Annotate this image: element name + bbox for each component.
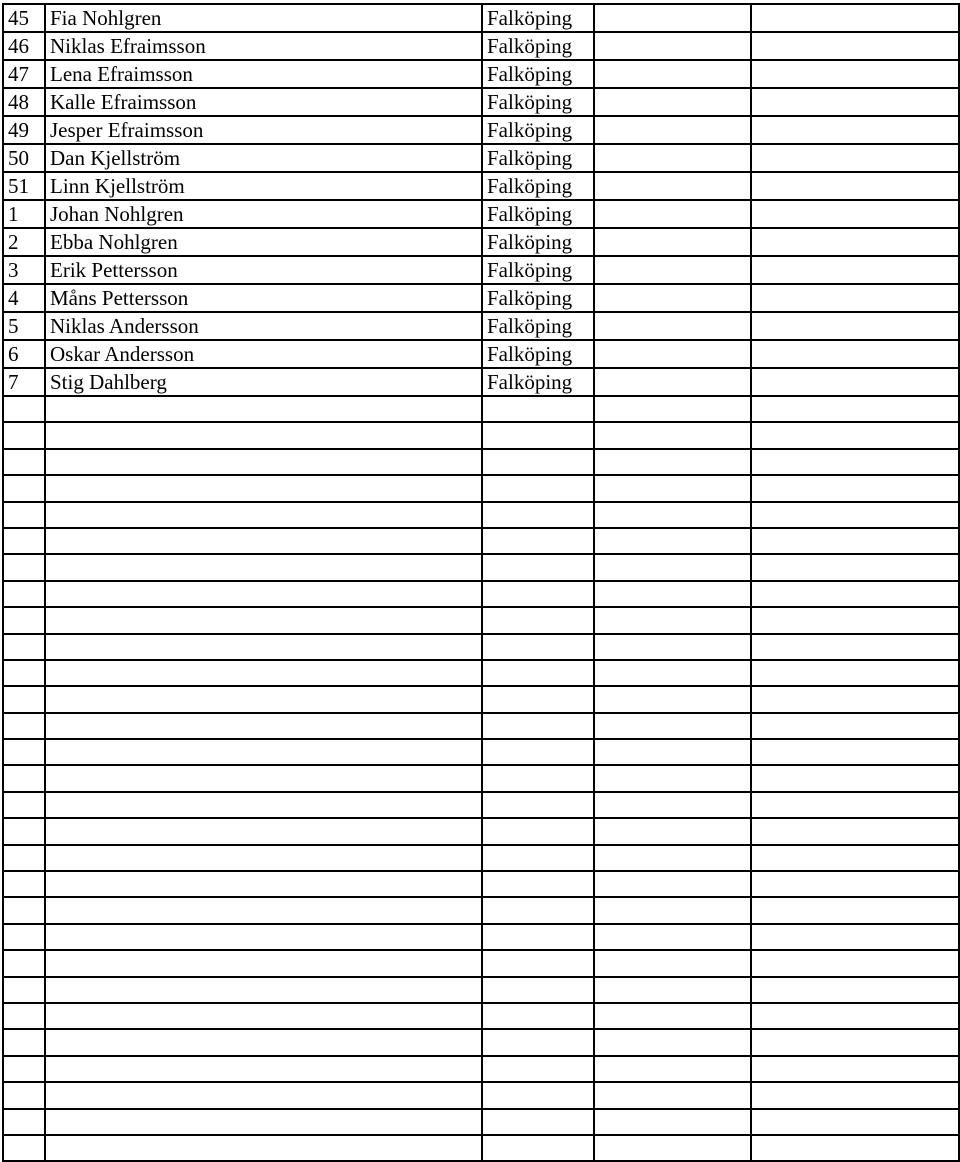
extra-cell-1 xyxy=(594,924,751,950)
extra-cell-1 xyxy=(594,660,751,686)
name-cell xyxy=(45,475,482,501)
club-cell xyxy=(482,897,594,923)
number-cell: 7 xyxy=(3,368,45,396)
number-cell xyxy=(3,686,45,712)
extra-cell-1 xyxy=(594,634,751,660)
club-cell xyxy=(482,660,594,686)
extra-cell-1 xyxy=(594,200,751,228)
extra-cell-2 xyxy=(751,977,959,1003)
extra-cell-1 xyxy=(594,228,751,256)
number-cell: 48 xyxy=(3,88,45,116)
extra-cell-2 xyxy=(751,256,959,284)
extra-cell-2 xyxy=(751,713,959,739)
extra-cell-1 xyxy=(594,449,751,475)
extra-cell-2 xyxy=(751,422,959,448)
extra-cell-2 xyxy=(751,581,959,607)
number-cell xyxy=(3,581,45,607)
extra-cell-2 xyxy=(751,1029,959,1055)
extra-cell-1 xyxy=(594,116,751,144)
table-row xyxy=(3,228,959,256)
table-row xyxy=(3,924,959,950)
extra-cell-1 xyxy=(594,713,751,739)
name-cell xyxy=(45,713,482,739)
extra-cell-1 xyxy=(594,144,751,172)
extra-cell-2 xyxy=(751,818,959,844)
name-cell xyxy=(45,449,482,475)
extra-cell-1 xyxy=(594,581,751,607)
number-cell xyxy=(3,1029,45,1055)
table-row xyxy=(3,144,959,172)
name-cell xyxy=(45,977,482,1003)
number-cell xyxy=(3,977,45,1003)
extra-cell-2 xyxy=(751,88,959,116)
table-row xyxy=(3,88,959,116)
name-cell xyxy=(45,818,482,844)
club-cell xyxy=(482,1029,594,1055)
number-cell xyxy=(3,818,45,844)
number-cell xyxy=(3,924,45,950)
number-cell xyxy=(3,449,45,475)
table-row xyxy=(3,172,959,200)
name-cell xyxy=(45,845,482,871)
club-cell xyxy=(482,1003,594,1029)
name-cell: Niklas Andersson xyxy=(45,312,482,340)
name-cell xyxy=(45,739,482,765)
extra-cell-1 xyxy=(594,368,751,396)
table-row xyxy=(3,1003,959,1029)
club-cell xyxy=(482,581,594,607)
club-cell: Falköping xyxy=(482,32,594,60)
number-cell xyxy=(3,528,45,554)
table-row xyxy=(3,660,959,686)
club-cell xyxy=(482,686,594,712)
club-cell xyxy=(482,502,594,528)
extra-cell-1 xyxy=(594,765,751,791)
name-cell xyxy=(45,502,482,528)
number-cell xyxy=(3,1082,45,1108)
name-cell xyxy=(45,1082,482,1108)
club-cell: Falköping xyxy=(482,368,594,396)
extra-cell-1 xyxy=(594,845,751,871)
number-cell: 4 xyxy=(3,284,45,312)
club-cell xyxy=(482,871,594,897)
name-cell xyxy=(45,660,482,686)
name-cell xyxy=(45,1135,482,1161)
number-cell: 51 xyxy=(3,172,45,200)
name-cell xyxy=(45,1056,482,1082)
club-cell xyxy=(482,924,594,950)
name-cell xyxy=(45,897,482,923)
club-cell xyxy=(482,818,594,844)
extra-cell-1 xyxy=(594,422,751,448)
extra-cell-2 xyxy=(751,1056,959,1082)
extra-cell-1 xyxy=(594,1003,751,1029)
extra-cell-1 xyxy=(594,32,751,60)
extra-cell-2 xyxy=(751,368,959,396)
name-cell xyxy=(45,765,482,791)
extra-cell-2 xyxy=(751,200,959,228)
table-row xyxy=(3,1082,959,1108)
number-cell xyxy=(3,950,45,976)
number-cell xyxy=(3,792,45,818)
extra-cell-2 xyxy=(751,228,959,256)
number-cell: 3 xyxy=(3,256,45,284)
number-cell xyxy=(3,634,45,660)
number-cell: 49 xyxy=(3,116,45,144)
extra-cell-1 xyxy=(594,502,751,528)
club-cell xyxy=(482,713,594,739)
name-cell xyxy=(45,422,482,448)
number-cell xyxy=(3,1135,45,1161)
table-row xyxy=(3,581,959,607)
club-cell: Falköping xyxy=(482,144,594,172)
extra-cell-1 xyxy=(594,977,751,1003)
extra-cell-1 xyxy=(594,686,751,712)
club-cell xyxy=(482,845,594,871)
extra-cell-2 xyxy=(751,792,959,818)
club-cell xyxy=(482,475,594,501)
extra-cell-1 xyxy=(594,554,751,580)
club-cell: Falköping xyxy=(482,228,594,256)
club-cell xyxy=(482,396,594,422)
extra-cell-1 xyxy=(594,4,751,32)
extra-cell-2 xyxy=(751,144,959,172)
extra-cell-1 xyxy=(594,528,751,554)
table-row xyxy=(3,818,959,844)
extra-cell-1 xyxy=(594,739,751,765)
name-cell: Fia Nohlgren xyxy=(45,4,482,32)
name-cell xyxy=(45,634,482,660)
name-cell xyxy=(45,792,482,818)
number-cell: 47 xyxy=(3,60,45,88)
extra-cell-2 xyxy=(751,739,959,765)
club-cell: Falköping xyxy=(482,88,594,116)
extra-cell-1 xyxy=(594,60,751,88)
table-row xyxy=(3,284,959,312)
name-cell xyxy=(45,686,482,712)
name-cell xyxy=(45,1109,482,1135)
number-cell xyxy=(3,475,45,501)
number-cell: 6 xyxy=(3,340,45,368)
club-cell xyxy=(482,739,594,765)
extra-cell-2 xyxy=(751,686,959,712)
table-row xyxy=(3,502,959,528)
extra-cell-2 xyxy=(751,312,959,340)
extra-cell-2 xyxy=(751,950,959,976)
extra-cell-2 xyxy=(751,871,959,897)
number-cell xyxy=(3,897,45,923)
table-row xyxy=(3,634,959,660)
club-cell xyxy=(482,422,594,448)
extra-cell-2 xyxy=(751,660,959,686)
club-cell xyxy=(482,765,594,791)
extra-cell-2 xyxy=(751,897,959,923)
name-cell xyxy=(45,554,482,580)
name-cell xyxy=(45,924,482,950)
name-cell xyxy=(45,871,482,897)
name-cell: Lena Efraimsson xyxy=(45,60,482,88)
number-cell: 50 xyxy=(3,144,45,172)
extra-cell-2 xyxy=(751,1109,959,1135)
number-cell: 45 xyxy=(3,4,45,32)
extra-cell-1 xyxy=(594,792,751,818)
number-cell: 1 xyxy=(3,200,45,228)
club-cell: Falköping xyxy=(482,200,594,228)
table-row xyxy=(3,1109,959,1135)
table-row xyxy=(3,1135,959,1161)
number-cell xyxy=(3,607,45,633)
club-cell: Falköping xyxy=(482,340,594,368)
name-cell xyxy=(45,1003,482,1029)
table-row xyxy=(3,368,959,396)
number-cell xyxy=(3,1003,45,1029)
number-cell xyxy=(3,554,45,580)
table-row xyxy=(3,528,959,554)
club-cell: Falköping xyxy=(482,312,594,340)
name-cell xyxy=(45,528,482,554)
extra-cell-1 xyxy=(594,1056,751,1082)
club-cell xyxy=(482,792,594,818)
club-cell xyxy=(482,1082,594,1108)
table-row xyxy=(3,554,959,580)
name-cell: Niklas Efraimsson xyxy=(45,32,482,60)
name-cell: Oskar Andersson xyxy=(45,340,482,368)
club-cell: Falköping xyxy=(482,4,594,32)
club-cell xyxy=(482,607,594,633)
extra-cell-1 xyxy=(594,1109,751,1135)
name-cell: Kalle Efraimsson xyxy=(45,88,482,116)
table-row xyxy=(3,977,959,1003)
number-cell xyxy=(3,396,45,422)
extra-cell-2 xyxy=(751,502,959,528)
extra-cell-2 xyxy=(751,1003,959,1029)
table-row xyxy=(3,449,959,475)
name-cell xyxy=(45,581,482,607)
club-cell: Falköping xyxy=(482,172,594,200)
extra-cell-1 xyxy=(594,1135,751,1161)
name-cell: Jesper Efraimsson xyxy=(45,116,482,144)
name-cell xyxy=(45,396,482,422)
extra-cell-1 xyxy=(594,871,751,897)
extra-cell-1 xyxy=(594,897,751,923)
table-row xyxy=(3,765,959,791)
number-cell: 46 xyxy=(3,32,45,60)
name-cell: Erik Pettersson xyxy=(45,256,482,284)
extra-cell-1 xyxy=(594,88,751,116)
extra-cell-1 xyxy=(594,607,751,633)
name-cell xyxy=(45,950,482,976)
extra-cell-2 xyxy=(751,924,959,950)
table-row xyxy=(3,256,959,284)
table-row xyxy=(3,713,959,739)
extra-cell-2 xyxy=(751,475,959,501)
table-row xyxy=(3,845,959,871)
extra-cell-1 xyxy=(594,475,751,501)
name-cell: Linn Kjellström xyxy=(45,172,482,200)
extra-cell-1 xyxy=(594,1082,751,1108)
club-cell xyxy=(482,950,594,976)
extra-cell-1 xyxy=(594,1029,751,1055)
extra-cell-2 xyxy=(751,449,959,475)
extra-cell-2 xyxy=(751,32,959,60)
club-cell xyxy=(482,1135,594,1161)
extra-cell-2 xyxy=(751,1135,959,1161)
number-cell xyxy=(3,765,45,791)
number-cell xyxy=(3,845,45,871)
club-cell xyxy=(482,554,594,580)
table-row xyxy=(3,792,959,818)
name-cell xyxy=(45,1029,482,1055)
name-cell: Stig Dahlberg xyxy=(45,368,482,396)
roster-table xyxy=(2,3,960,1162)
name-cell: Ebba Nohlgren xyxy=(45,228,482,256)
table-row xyxy=(3,4,959,32)
table-row xyxy=(3,116,959,144)
table-row xyxy=(3,475,959,501)
club-cell: Falköping xyxy=(482,116,594,144)
extra-cell-2 xyxy=(751,340,959,368)
extra-cell-2 xyxy=(751,765,959,791)
table-row xyxy=(3,897,959,923)
name-cell: Johan Nohlgren xyxy=(45,200,482,228)
number-cell xyxy=(3,1056,45,1082)
table-row xyxy=(3,607,959,633)
table-row xyxy=(3,1029,959,1055)
roster-table-body xyxy=(3,4,959,1161)
table-row xyxy=(3,340,959,368)
extra-cell-2 xyxy=(751,4,959,32)
number-cell xyxy=(3,1109,45,1135)
table-row xyxy=(3,396,959,422)
extra-cell-2 xyxy=(751,1082,959,1108)
extra-cell-1 xyxy=(594,340,751,368)
extra-cell-2 xyxy=(751,634,959,660)
number-cell xyxy=(3,422,45,448)
number-cell: 2 xyxy=(3,228,45,256)
extra-cell-1 xyxy=(594,818,751,844)
table-row xyxy=(3,950,959,976)
club-cell: Falköping xyxy=(482,60,594,88)
name-cell: Dan Kjellström xyxy=(45,144,482,172)
name-cell: Måns Pettersson xyxy=(45,284,482,312)
number-cell xyxy=(3,660,45,686)
extra-cell-2 xyxy=(751,554,959,580)
table-row xyxy=(3,686,959,712)
extra-cell-2 xyxy=(751,60,959,88)
table-row xyxy=(3,1056,959,1082)
extra-cell-2 xyxy=(751,116,959,144)
table-row xyxy=(3,312,959,340)
number-cell xyxy=(3,502,45,528)
club-cell xyxy=(482,977,594,1003)
number-cell: 5 xyxy=(3,312,45,340)
number-cell xyxy=(3,871,45,897)
extra-cell-2 xyxy=(751,396,959,422)
extra-cell-2 xyxy=(751,172,959,200)
extra-cell-2 xyxy=(751,607,959,633)
name-cell xyxy=(45,607,482,633)
club-cell xyxy=(482,1056,594,1082)
club-cell: Falköping xyxy=(482,256,594,284)
extra-cell-2 xyxy=(751,284,959,312)
number-cell xyxy=(3,739,45,765)
extra-cell-1 xyxy=(594,396,751,422)
club-cell xyxy=(482,449,594,475)
club-cell: Falköping xyxy=(482,284,594,312)
club-cell xyxy=(482,1109,594,1135)
table-row xyxy=(3,871,959,897)
table-row xyxy=(3,32,959,60)
extra-cell-1 xyxy=(594,950,751,976)
extra-cell-2 xyxy=(751,528,959,554)
extra-cell-1 xyxy=(594,172,751,200)
table-row xyxy=(3,422,959,448)
table-row xyxy=(3,739,959,765)
number-cell xyxy=(3,713,45,739)
extra-cell-1 xyxy=(594,312,751,340)
extra-cell-1 xyxy=(594,284,751,312)
table-row xyxy=(3,200,959,228)
club-cell xyxy=(482,528,594,554)
extra-cell-1 xyxy=(594,256,751,284)
table-row xyxy=(3,60,959,88)
club-cell xyxy=(482,634,594,660)
extra-cell-2 xyxy=(751,845,959,871)
